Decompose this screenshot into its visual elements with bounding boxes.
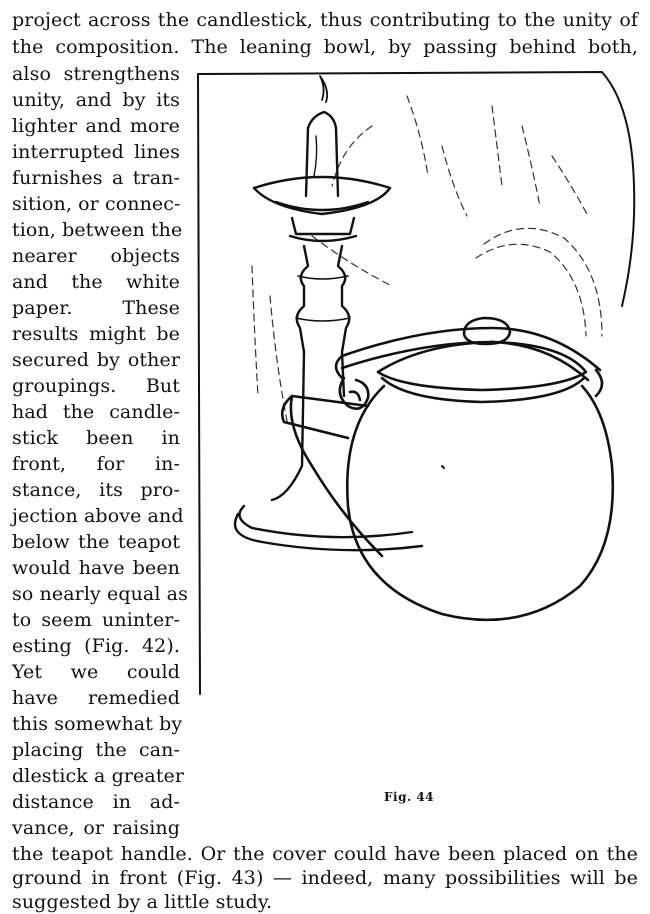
still-life-illustration	[192, 66, 642, 816]
column-text-line: furnishes a tran-	[12, 167, 180, 189]
column-text-line: to seem uninter-	[12, 609, 180, 631]
column-text-line: have remedied	[12, 687, 180, 709]
column-text-line: jection above and	[12, 505, 184, 527]
body-text-line: the teapot handle. Or the cover could have been placed on the	[12, 843, 638, 865]
body-text-line: project across the candlestick, thus contributing to the unity of	[12, 9, 638, 31]
column-text-line: sition, or connec-	[12, 193, 181, 215]
column-text-line: tion, between the	[12, 219, 183, 241]
column-text-line: lighter and more	[12, 115, 180, 137]
column-text-line: stick been in	[12, 427, 180, 449]
column-text-line: and the white	[12, 271, 180, 293]
column-text-line: secured by other	[12, 349, 180, 371]
column-text-line: distance in ad-	[12, 791, 180, 813]
column-text-line: front, for in-	[12, 453, 180, 475]
column-text-line: stance, its pro-	[12, 479, 180, 501]
column-text-line: nearer objects	[12, 245, 180, 267]
column-text-line: Yet we could	[12, 661, 180, 683]
column-text-line: also strengthens	[12, 63, 180, 85]
body-text-line: ground in front (Fig. 43) — indeed, many possibilities will be	[12, 867, 638, 889]
column-text-line: so nearly equal as	[12, 583, 188, 605]
body-text-line: suggested by a little study.	[12, 891, 273, 913]
column-text-line: esting (Fig. 42).	[12, 635, 180, 657]
column-text-line: groupings. But	[12, 375, 180, 397]
column-text-line: this somewhat by	[12, 713, 183, 735]
column-text-line: interrupted lines	[12, 141, 180, 163]
column-text-line: would have been	[12, 557, 180, 579]
body-text-line: the composition. The leaning bowl, by passing behind both,	[12, 36, 638, 58]
column-text-line: below the teapot	[12, 531, 180, 553]
column-text-line: placing the can-	[12, 739, 180, 761]
teapot	[282, 318, 613, 620]
frame-edge	[198, 72, 634, 306]
column-text-line: had the candle-	[12, 401, 180, 423]
column-text-line: paper. These	[12, 297, 180, 319]
column-text-line: vance, or raising	[12, 817, 180, 839]
figure-caption: Fig. 44	[384, 790, 435, 804]
column-text-line: unity, and by its	[12, 89, 180, 111]
column-text-line: dlestick a greater	[12, 765, 185, 787]
column-text-line: results might be	[12, 323, 180, 345]
candlestick	[235, 76, 422, 550]
frame-left-edge	[198, 74, 200, 694]
